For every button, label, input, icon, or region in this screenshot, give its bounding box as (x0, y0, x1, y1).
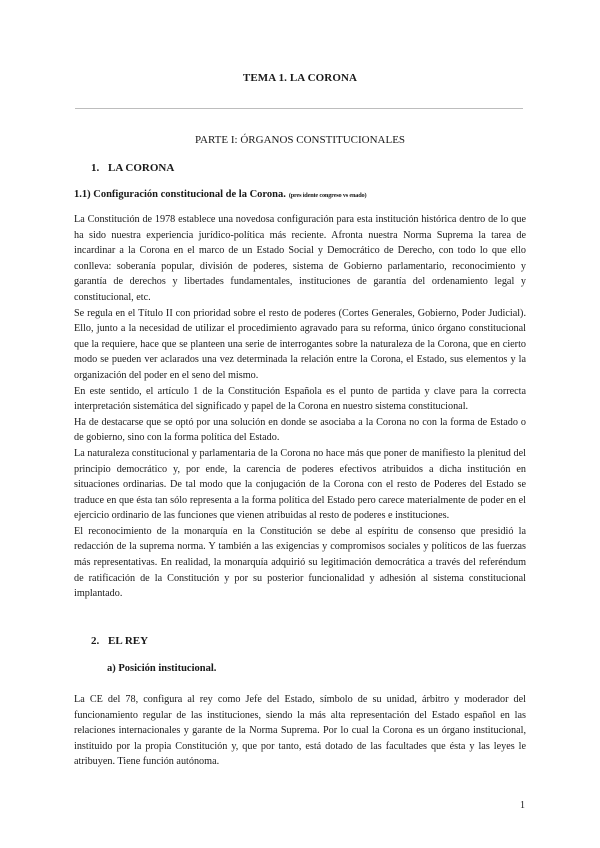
section-2-number: 2. (91, 635, 100, 647)
subsection-1-note: (pres idente congreso vs enado) (288, 192, 367, 199)
subsection-1-heading (74, 189, 366, 200)
paragraph: La naturaleza constitucional y parlamentaria de la Corona no hace más que poner de manifiesto la plenitud del principio democrático y, por ende, la carencia de poderes efectivos atribuidos a dicha institución en situaciones ordinarias. De tal modo que la conjugación de la Corona con el resto de Poderes del Estado se traduce en que ésta tan sólo representa a la forma política del Estado pero carece materialmente de poder en el ejercicio ordinario de las funciones que vienen atribuidas al resto de poderes e instituciones. (74, 447, 526, 522)
horizontal-rule (75, 108, 523, 109)
page-number: 1 (520, 800, 525, 811)
subsection-2-heading: a) Posición institucional. (107, 663, 217, 674)
section-2-title: EL REY (108, 635, 149, 647)
paragraph: Se regula en el Título II con prioridad sobre el resto de poderes (Cortes Generales, Gobierno, Poder Judicial). Ello, junto a la necesidad de utilizar el procedimiento agravado para su reforma, único órgano constitucional que la requiere, hace que se planteen una serie de interrogantes sobre la naturaleza de la Corona, que en cierto modo se pueden ver aclarados una vez determinada la relación entre la Corona, el Estado, sus elementos y la organización del poder en el seno del mismo. (74, 307, 526, 381)
section-2-heading (91, 635, 148, 647)
paragraph: La CE del 78, configura al rey como Jefe del Estado, símbolo de su unidad, árbitro y moderador del funcionamiento regular de las instituciones, siendo la más alta representación del Estado español en las relaciones internacionales y garante de la Norma Suprema. Por lo cual la Corona es un órgano institucional, instituido por la propia Constitución y, que por tanto, está dotado de las facultades que ésta y las leyes le atribuyen. Tiene función autónoma. (74, 694, 526, 768)
section-1-title: LA CORONA (108, 162, 175, 174)
document-title: TEMA 1. LA CORONA (242, 72, 358, 84)
paragraph: El reconocimiento de la monarquía en la Constitución se debe al espíritu de consenso que presidió la redacción de la suprema norma. Y también a las exigencias y compromisos sociales y políticos de las fuerzas más representativas. En realidad, la monarquía adquirió su legitimación democrática a través del referéndum de ratificación de la Constitución y por su posterior funcionalidad y adhesión al sistema constitucional implantado. (74, 525, 526, 600)
section-2-body (74, 692, 526, 770)
paragraph: La Constitución de 1978 establece una novedosa configuración para esta institución histórica dentro de lo que ha sido nuestra experiencia jurídico-política más reciente. Afronta nuestra Norma Suprema la tarea de incardinar a la Corona en el marco de un Estado Social y Democrático de Derecho, con todo lo que ello conlleva: soberanía popular, división de poderes, sistema de Gobierno parlamentario, reconocimiento y garantía de derechos y libertades fundamentales, instituciones de garantía del ordenamiento legal y constitucional, etc. (74, 214, 526, 303)
paragraph: Ha de destacarse que se optó por una solución en donde se asociaba a la Corona no con la forma de Estado o de gobierno, sino con la forma política del Estado. (74, 416, 526, 444)
part-title: PARTE I: ÓRGANOS CONSTITUCIONALES (194, 134, 406, 146)
subsection-1-title: 1.1) Configuración constitucional de la Corona. (74, 189, 286, 200)
section-1-body (74, 212, 526, 602)
section-1-number: 1. (91, 162, 100, 174)
section-1-heading (91, 162, 174, 174)
paragraph: En este sentido, el artículo 1 de la Constitución Española es el punto de partida y clave para la correcta interpretación sistemática del significado y papel de la Corona en nuestro sistema constitucional. (74, 385, 526, 413)
